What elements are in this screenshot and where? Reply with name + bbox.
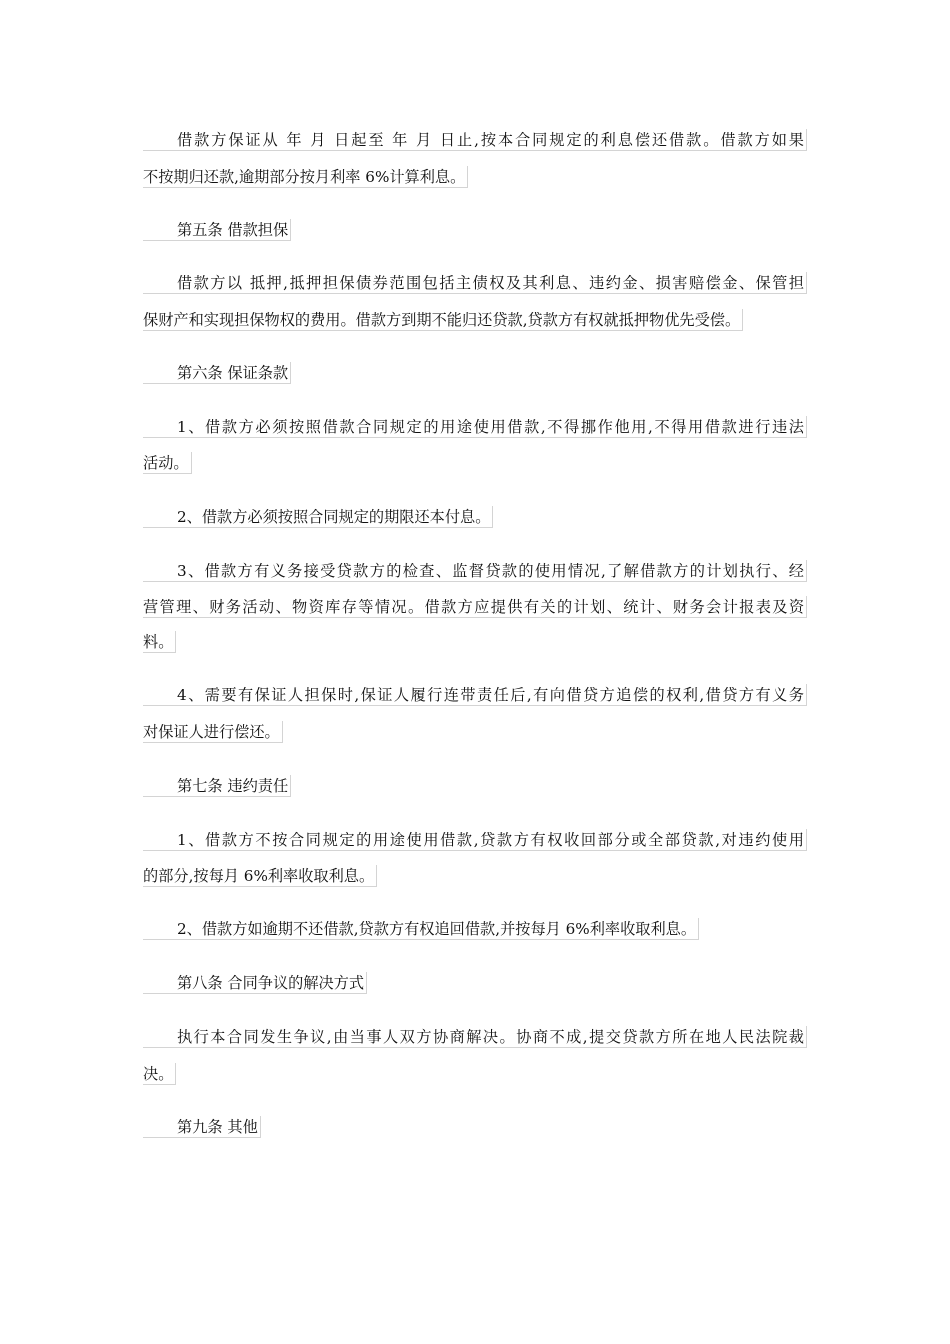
paragraph-mortgage-line-2: 保财产和实现担保物权的费用。借款方到期不能归还贷款,贷款方有权就抵押物优先受偿。 [143, 309, 743, 331]
clause-6-3-line-3: 料。 [143, 631, 176, 653]
paragraph-dispute-line-1: 执行本合同发生争议,由当事人双方协商解决。协商不成,提交贷款方所在地人民法院裁 [143, 1026, 807, 1048]
clause-6-3-line-2: 营管理、财务活动、物资库存等情况。借款方应提供有关的计划、统计、财务会计报表及资 [143, 596, 807, 618]
article-8-heading: 第八条 合同争议的解决方式 [143, 972, 367, 994]
clause-7-2: 2、借款方如逾期不还借款,贷款方有权追回借款,并按每月 6%利率收取利息。 [143, 918, 699, 940]
clause-7-1-line-2: 的部分,按每月 6%利率收取利息。 [143, 865, 377, 887]
clause-6-3-line-1: 3、借款方有义务接受贷款方的检查、监督贷款的使用情况,了解借款方的计划执行、经 [143, 560, 807, 582]
clause-6-4-line-2: 对保证人进行偿还。 [143, 721, 283, 743]
article-9-heading: 第九条 其他 [143, 1116, 261, 1138]
clause-6-1-line-1: 1、借款方必须按照借款合同规定的用途使用借款,不得挪作他用,不得用借款进行违法 [143, 416, 807, 438]
clause-6-4-line-1: 4、需要有保证人担保时,保证人履行连带责任后,有向借贷方追偿的权利,借贷方有义务 [143, 684, 807, 706]
paragraph-repayment-line-1: 借款方保证从 年 月 日起至 年 月 日止,按本合同规定的利息偿还借款。借款方如果 [143, 129, 807, 151]
article-6-heading: 第六条 保证条款 [143, 362, 291, 384]
clause-6-2: 2、借款方必须按照合同规定的期限还本付息。 [143, 506, 493, 528]
paragraph-repayment-line-2: 不按期归还款,逾期部分按月利率 6%计算利息。 [143, 166, 468, 188]
article-5-heading: 第五条 借款担保 [143, 219, 291, 241]
article-7-heading: 第七条 违约责任 [143, 775, 291, 797]
paragraph-mortgage-line-1: 借款方以 抵押,抵押担保债券范围包括主债权及其利息、违约金、损害赔偿金、保管担 [143, 272, 807, 294]
paragraph-dispute-line-2: 决。 [143, 1063, 176, 1085]
clause-6-1-line-2: 活动。 [143, 452, 192, 474]
clause-7-1-line-1: 1、借款方不按合同规定的用途使用借款,贷款方有权收回部分或全部贷款,对违约使用 [143, 829, 807, 851]
